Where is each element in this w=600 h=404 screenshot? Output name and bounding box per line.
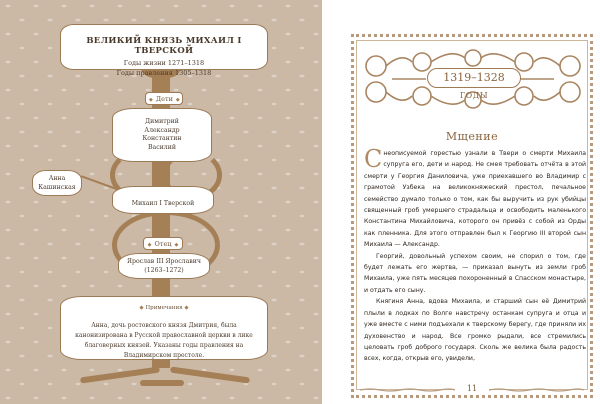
father-plaque <box>118 253 210 279</box>
period-heading: 1319–1328 ГОДЫ <box>427 68 521 88</box>
tree-root <box>140 380 184 386</box>
father-years: (1263–1272) <box>144 266 184 274</box>
paragraph: Георгий, довольный успехом своим, не спорил о том, где будет лежать его жертва, — приказал вынуть из земли гроб Михаила, уже пять месяцев похороненный в Спасском монастыре, и отдать его сыну. <box>364 252 586 294</box>
page-number: 11 <box>455 384 489 393</box>
reign-years: Годы правления 1305–1318 <box>116 69 212 77</box>
spouse-plaque: Анна Кашинская <box>32 170 82 196</box>
chapter-title: Мщение <box>445 130 499 143</box>
note-text: Анна, дочь ростовского князя Дмитрия, была канонизирована в Русской православной церкви в лике благоверных князей. Указаны годы правления на Владимирском престоле. <box>75 322 253 359</box>
dot-icon: ◆ <box>175 97 180 103</box>
father-label: ◆ Отец ◆ <box>143 237 183 250</box>
ruler-title: ВЕЛИКИЙ КНЯЗЬ МИХАИЛ I ТВЕРСКОЙ <box>86 36 242 56</box>
child-name: Александр <box>144 126 180 134</box>
child-name: Василий <box>147 143 176 151</box>
title-plaque <box>60 24 268 77</box>
life-years: Годы жизни 1271–1318 <box>123 59 205 67</box>
drop-cap: С <box>364 145 383 173</box>
dot-icon: ◆ <box>149 97 153 103</box>
dot-icon: ◆ <box>174 242 179 248</box>
paragraph: Снеописуемой горестью узнали в Твери о смерти Михаила супруга его, дети и народ. Не смея требовать отчёта в этой смерти у Георгия Даниловича, уже приехавшего во Владимир с грамотой Узбека на великокняжеский престол, печальное семейство думало только о том, как бы выручить из рук убийцы священный гроб умершего страдальца и освободить маленького Константина Михайловича, которого он привёз с собой из Орды как пленника. Для этого отправлен был к Георгию III второй сын Михаила — Александр. <box>364 145 586 249</box>
child-name: Константин <box>142 135 182 143</box>
note-label: ◆ Примечания ◆ <box>139 305 189 311</box>
paragraph: Княгиня Анна, вдова Михаила, и старший сын её Димитрий плыли в лодках по Волге навстречу останкам супруга и отца и уже вместе с ними подъехали к тверскому берегу, где приняли их духовенство и народ. Все громко рыдали, все стремились целовать гроб доброго государя. Сколь же велика была радость всех, когда, открыв его, увидели, <box>364 298 586 363</box>
children-label: ◆ Дети ◆ <box>145 92 183 105</box>
chapter-body <box>364 145 586 365</box>
children-plaque <box>112 108 212 162</box>
subject-name: Михаил I Тверской <box>131 200 195 207</box>
subject-plaque <box>112 186 214 214</box>
child-name: Димитрий <box>145 118 179 125</box>
dot-icon: ◆ <box>147 242 152 248</box>
note-plaque <box>60 296 268 360</box>
father-name: Ярослав III Ярославич <box>127 258 201 265</box>
